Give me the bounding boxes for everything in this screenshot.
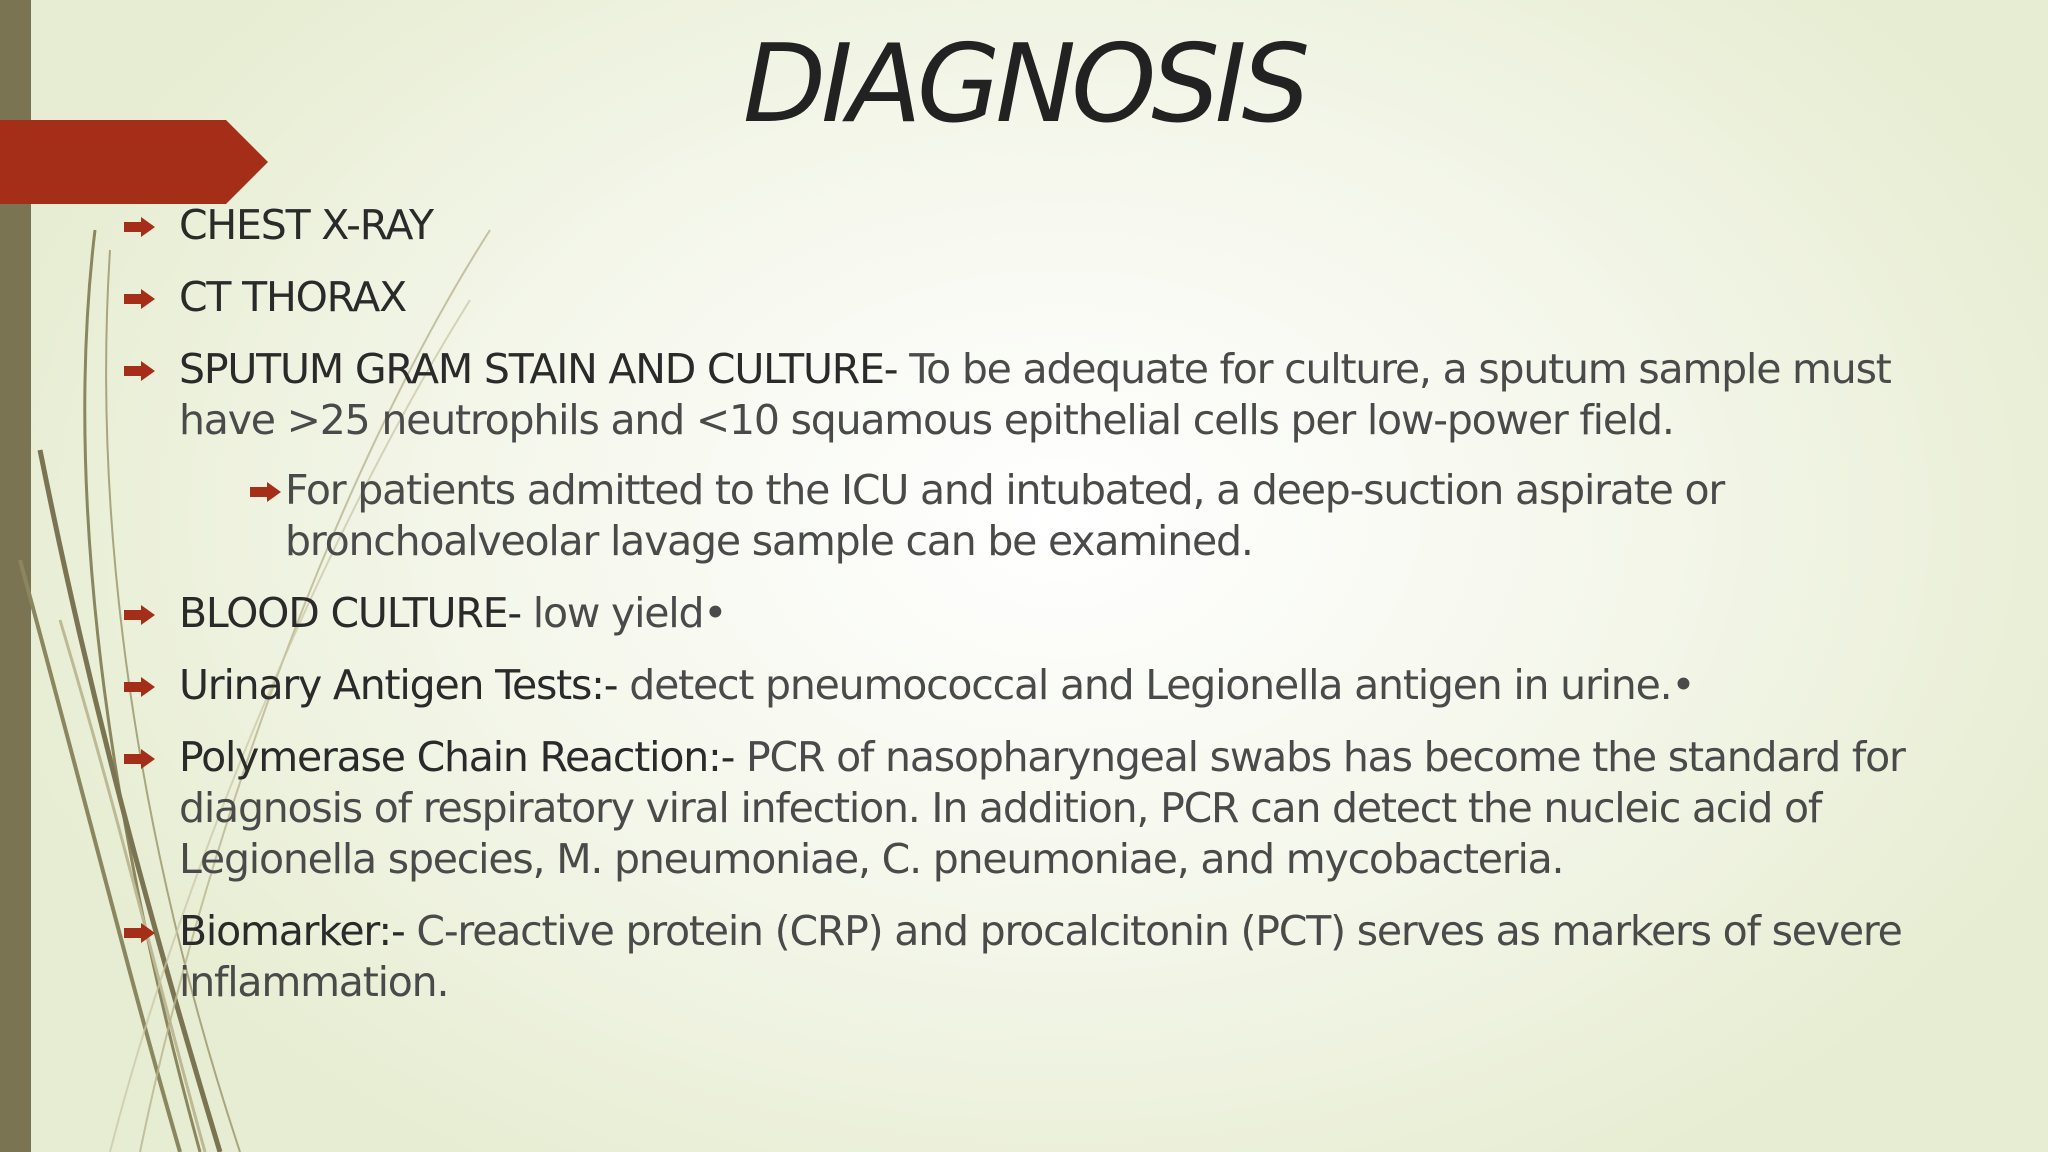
list-item <box>124 906 1924 1008</box>
item-lead: Urinary Antigen Tests:- <box>179 661 618 709</box>
list-item <box>124 660 1924 711</box>
arrow-bullet-icon <box>124 217 155 237</box>
arrow-bullet-icon <box>124 361 155 381</box>
slide-title: DIAGNOSIS <box>742 22 1306 147</box>
arrow-bullet-icon <box>124 923 155 943</box>
arrow-bullet-icon <box>124 605 155 625</box>
item-lead: BLOOD CULTURE- <box>179 589 521 637</box>
list-sub-item <box>124 465 1924 567</box>
list-item <box>124 588 1924 639</box>
arrow-bullet-icon <box>124 677 155 697</box>
item-text: low yield• <box>520 589 727 637</box>
list-item <box>124 732 1924 885</box>
item-lead: CT THORAX <box>179 273 407 321</box>
item-text: detect pneumococcal and Legionella antigen in urine.• <box>617 661 1695 709</box>
item-lead: CHEST X-RAY <box>179 201 433 249</box>
arrow-bullet-icon <box>124 749 155 769</box>
item-text: For patients admitted to the ICU and intubated, a deep-suction aspirate or bronchoalveolar lavage sample can be examined. <box>285 466 1724 565</box>
arrow-bullet-icon <box>124 289 155 309</box>
item-lead: Biomarker:- <box>179 907 405 955</box>
bullet-list <box>124 200 1924 1029</box>
item-text: PCR of nasopharyngeal swabs has become the standard for diagnosis of respiratory viral infection. In addition, PCR can detect the nucleic acid of Legionella species, M. pneumoniae, C. pneumoniae, and mycobacteria. <box>179 733 1905 883</box>
item-text: To be adequate for culture, a sputum sample must have >25 neutrophils and <10 squamous epithelial cells per low-power field. <box>179 345 1891 444</box>
list-item <box>124 344 1924 446</box>
list-item <box>124 200 1924 251</box>
item-lead: Polymerase Chain Reaction:- <box>179 733 735 781</box>
list-item <box>124 272 1924 323</box>
arrow-bullet-icon <box>250 482 281 502</box>
item-lead: SPUTUM GRAM STAIN AND CULTURE- <box>179 345 898 393</box>
item-text: C-reactive protein (CRP) and procalcitonin (PCT) serves as markers of severe inflammation. <box>179 907 1902 1006</box>
